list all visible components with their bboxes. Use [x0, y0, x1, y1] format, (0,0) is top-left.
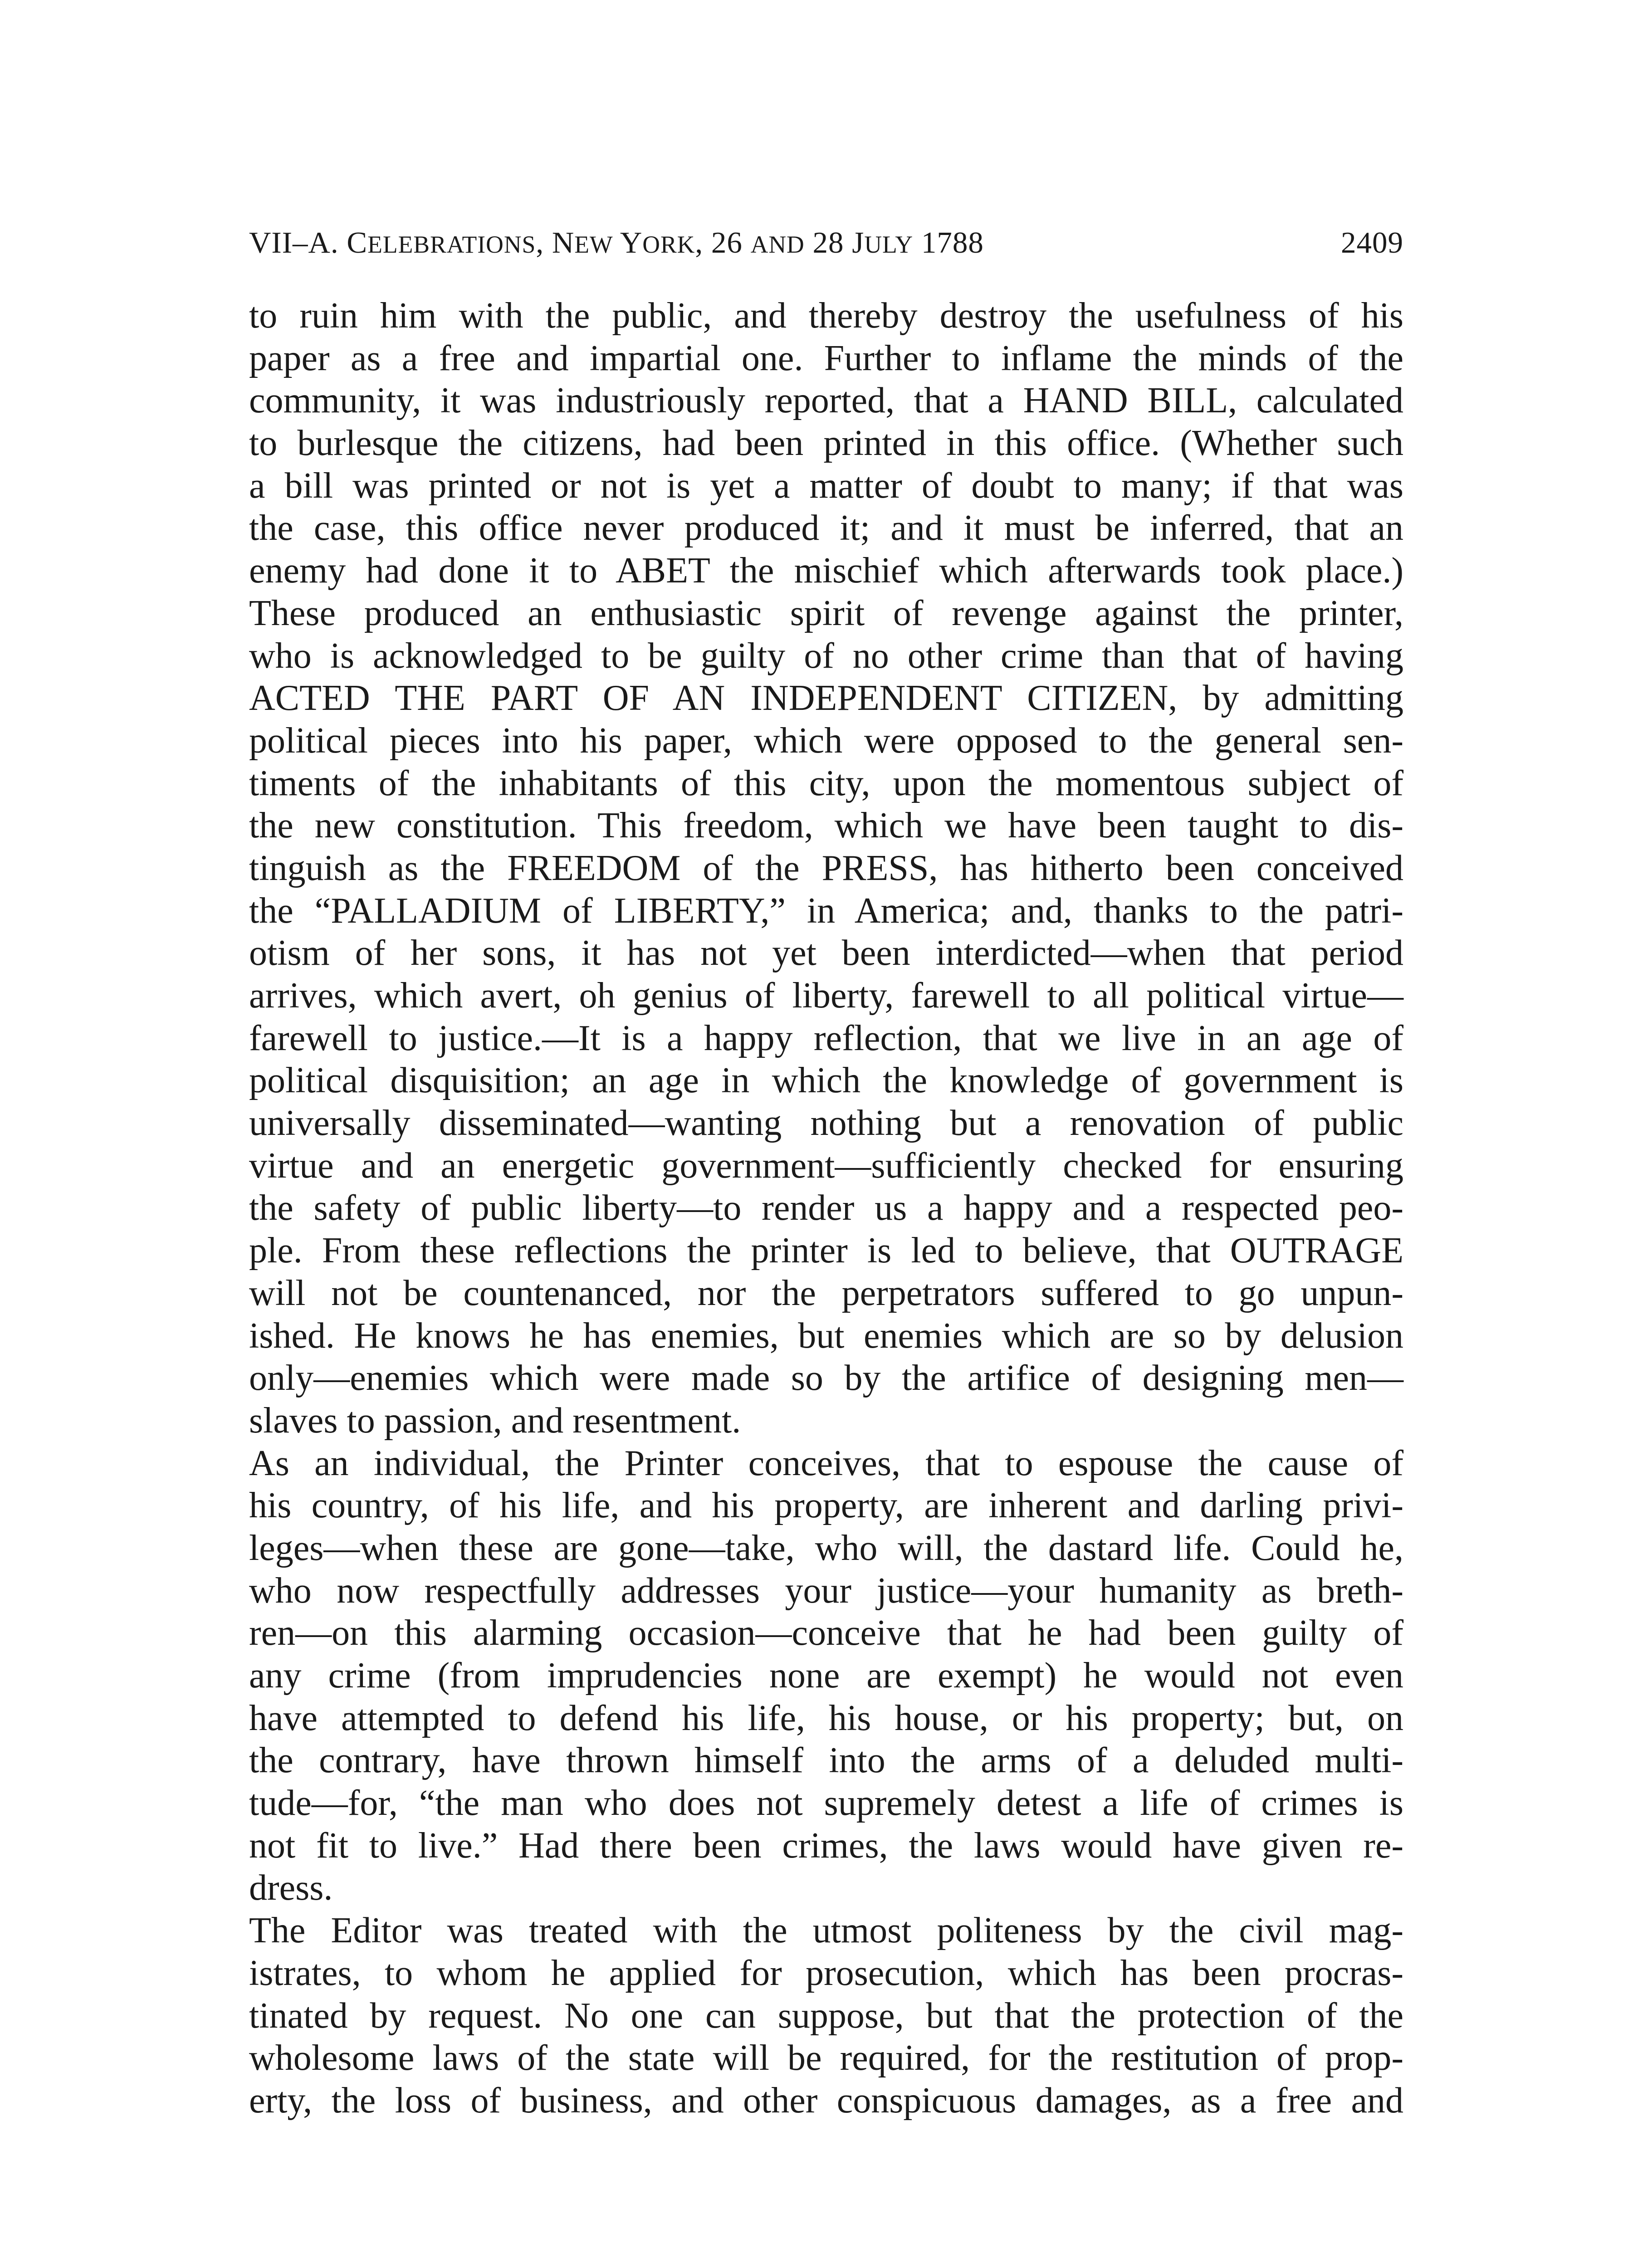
- text-line: tinguish as the FREEDOM of the PRESS, has hitherto been conceived: [249, 848, 1403, 888]
- text-line: virtue and an energetic government—sufficiently checked for ensuring: [249, 1145, 1403, 1186]
- body-text: [249, 295, 1403, 2122]
- paragraph-end-line: slaves to passion, and resentment.: [249, 1400, 741, 1441]
- text-line: wholesome laws of the state will be required, for the restitution of prop-: [249, 2038, 1403, 2078]
- text-line: to burlesque the citizens, had been printed in this office. (Whether such: [249, 423, 1403, 464]
- text-line: tude—for, “the man who does not supremely detest a life of crimes is: [249, 1783, 1403, 1823]
- text-line: political disquisition; an age in which the knowledge of government is: [249, 1061, 1403, 1101]
- text-line: his country, of his life, and his property, are inherent and darling privi-: [249, 1486, 1403, 1526]
- page-number: 2409: [1341, 226, 1403, 259]
- document-page: [249, 218, 1403, 2122]
- text-line: erty, the loss of business, and other conspicuous damages, as a free and: [249, 2080, 1403, 2121]
- text-line: have attempted to defend his life, his house, or his property; but, on: [249, 1698, 1403, 1738]
- text-line: who is acknowledged to be guilty of no other crime than that of having: [249, 635, 1403, 676]
- paragraph-end-line: dress.: [249, 1868, 333, 1908]
- paragraph-start-line: The Editor was treated with the utmost politeness by the civil mag-: [249, 1911, 1403, 1951]
- text-line: ple. From these reflections the printer is led to believe, that OUTRAGE: [249, 1231, 1403, 1271]
- text-line: community, it was industriously reported, that a HAND BILL, calculated: [249, 381, 1403, 421]
- text-line: the new constitution. This freedom, which we have been taught to dis-: [249, 806, 1403, 846]
- text-line: leges—when these are gone—take, who will, the dastard life. Could he,: [249, 1528, 1403, 1568]
- text-line: not fit to live.” Had there been crimes, the laws would have given re-: [249, 1825, 1403, 1866]
- text-line: to ruin him with the public, and thereby destroy the usefulness of his: [249, 296, 1403, 336]
- text-line: the contrary, have thrown himself into the arms of a deluded multi-: [249, 1740, 1403, 1781]
- text-line: istrates, to whom he applied for prosecution, which has been procras-: [249, 1953, 1403, 1993]
- text-line: otism of her sons, it has not yet been interdicted—when that period: [249, 933, 1403, 973]
- text-line: political pieces into his paper, which were opposed to the general sen-: [249, 720, 1403, 761]
- text-line: any crime (from imprudencies none are exempt) he would not even: [249, 1656, 1403, 1696]
- text-line: farewell to justice.—It is a happy reflection, that we live in an age of: [249, 1018, 1403, 1058]
- text-line: ACTED THE PART OF AN INDEPENDENT CITIZEN, by admitting: [249, 678, 1403, 719]
- text-line: tinated by request. No one can suppose, but that the protection of the: [249, 1995, 1403, 2036]
- text-line: who now respectfully addresses your justice—your humanity as breth-: [249, 1570, 1403, 1611]
- text-line: the safety of public liberty—to render us a happy and a respected peo-: [249, 1188, 1403, 1228]
- text-line: the case, this office never produced it; and it must be inferred, that an: [249, 508, 1403, 548]
- text-line: ren—on this alarming occasion—conceive that he had been guilty of: [249, 1613, 1403, 1653]
- text-line: arrives, which avert, oh genius of liberty, farewell to all political virtue—: [249, 976, 1403, 1016]
- text-line: These produced an enthusiastic spirit of revenge against the printer,: [249, 593, 1403, 633]
- text-line: paper as a free and impartial one. Further to inflame the minds of the: [249, 338, 1403, 378]
- text-line: ished. He knows he has enemies, but enemies which are so by delusion: [249, 1315, 1403, 1356]
- text-line: universally disseminated—wanting nothing but a renovation of public: [249, 1103, 1403, 1144]
- text-line: the “PALLADIUM of LIBERTY,” in America; and, thanks to the patri-: [249, 890, 1403, 931]
- running-head: [249, 218, 1403, 268]
- paragraph-start-line: As an individual, the Printer conceives, that to espouse the cause of: [249, 1443, 1403, 1483]
- text-line: timents of the inhabitants of this city, upon the momentous subject of: [249, 763, 1403, 803]
- text-line: will not be countenanced, nor the perpetrators suffered to go unpun-: [249, 1273, 1403, 1313]
- text-line: only—enemies which were made so by the artifice of designing men—: [249, 1358, 1403, 1398]
- running-head-title: VII–A. CELEBRATIONS, NEW YORK, 26 AND 28 JULY 1788: [249, 226, 984, 259]
- text-line: enemy had done it to ABET the mischief which afterwards took place.): [249, 551, 1403, 591]
- text-line: a bill was printed or not is yet a matter of doubt to many; if that was: [249, 465, 1403, 506]
